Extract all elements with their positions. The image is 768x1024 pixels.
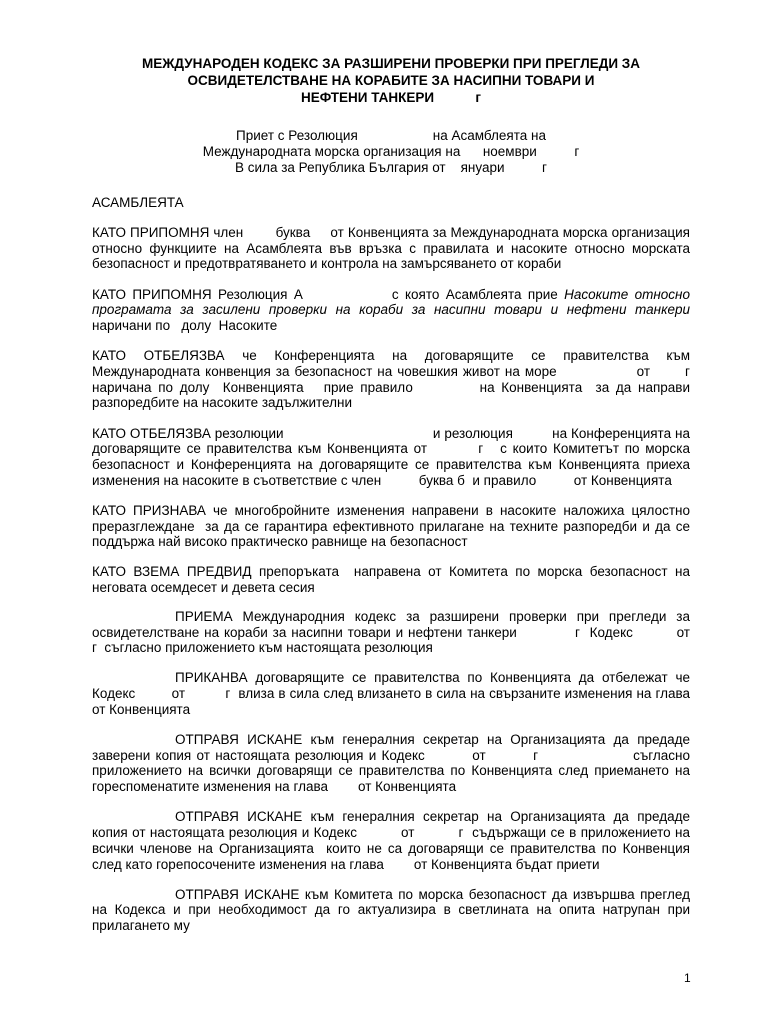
paragraph-recognizing: КАТО ПРИЗНАВА че многобройните изменения направени в насоките наложиха цялостно преразглеждане за да се гарантира ефективното прилагане на техните разпоредби и да се поддържа най високо практическо равнище на безопасност [92,502,694,550]
title-line-1: МЕЖДУНАРОДЕН КОДЕКС ЗА РАЗШИРЕНИ ПРОВЕРКИ ПРИ ПРЕГЛЕДИ ЗА [141,56,641,71]
paragraph-recalling-resolution-text: КАТО ПРИПОМНЯ Резолюция А с която Асамблеята прие [92,286,565,302]
paragraph-recalling-resolution-end: наричани по долу Насоките [92,302,698,334]
paragraph-noting-conference: КАТО ОТБЕЛЯЗВА че Конференцията на договарящите се правителства към Международната конвенция за безопасност на човешкия живот на море от г наричана по долу Конвенцията прие правило на Конвенцията за да направи разпоредбите на насоките задължителни [92,348,702,411]
paragraph-recalling-article: КАТО ПРИПОМНЯ член буква от Конвенцията за Международната морска организация относно функциите на Асамблеята във връзка с правилата и насоките относно морската безопасност и предотвратяването и контрола на замърсяването от кораби [92,225,694,272]
adoption-line-3: В сила за Република България от януари г [235,160,547,175]
paragraph-requests-copies-members: ОТПРАВЯ ИСКАНЕ към генералния секретар на Организацията да предаде копия от настоящата резолюция и Кодекс от г съдържащи се в приложението на всички членове на Организацията които не са договарящи се правителства по Конвенция след като горепосочените изменения на глава от Конвенцията бъдат приети [92,809,751,872]
paragraph-invites: ПРИКАНВА договарящите се правителства по Конвенцията да отбележат че Кодекс от г влиза в сила след влизането в сила на свързаните изменения на глава от Конвенцията [92,670,724,717]
adoption-info [92,128,690,176]
title-line-2: ОСВИДЕТЕЛСТВАНЕ НА КОРАБИТЕ ЗА НАСИПНИ ТОВАРИ И [187,73,595,88]
assembly-heading: АСАМБЛЕЯТА [92,195,184,210]
page-number: 1 [684,971,691,985]
resolution-body [92,225,751,948]
guidelines-title-italic: Насоките относно програмата за засилени проверки на кораби за насипни товари и нефтени танкери [92,286,694,318]
paragraph-requests-review: ОТПРАВЯ ИСКАНЕ към Комитета по морска безопасност да извършва преглед на Кодекса и при необходимост да го актуализира в светлината на опита натрупан при прилагането му [92,886,694,934]
paragraph-having-considered: КАТО ВЗЕМА ПРЕДВИД препоръката направена от Комитета по морска безопасност на неговата осемдесет и девета сесия [92,564,694,596]
paragraph-requests-certified-copies: ОТПРАВЯ ИСКАНЕ към генералния секретар на Организацията да предаде заверени копия от настоящата резолюция и Кодекс от г съгласно приложението на всички договарящи се правителства по Конвенцията след приемането на гореспоменатите изменения на глава от Конвенцията [92,732,694,795]
adoption-line-2: Международната морска организация на ноември г [202,144,580,159]
paragraph-noting-resolutions: КАТО ОТБЕЛЯЗВА резолюции и резолюция на Конференцията на договарящите се правителства към Конвенцията от г с които Комитетът по морска безопасност и Конференцията на договарящите се правителства към Конвенцията приеха изменения на насоките в съответствие с член буква б и правило от Конвенцията [92,425,694,488]
paragraph-adopts: ПРИЕМА Международния кодекс за разширени проверки при прегледи за освидетелстване на кораби за насипни товари и нефтени танкери г Кодекс от г съгласно приложението към настоящата резолюция [92,608,724,656]
paragraph-recalling-resolution [92,286,698,334]
title-line-3: НЕФТЕНИ ТАНКЕРИ г [301,90,481,105]
document-title [92,55,690,106]
adoption-line-1: Приет с Резолюция на Асамблеята на [236,128,546,143]
